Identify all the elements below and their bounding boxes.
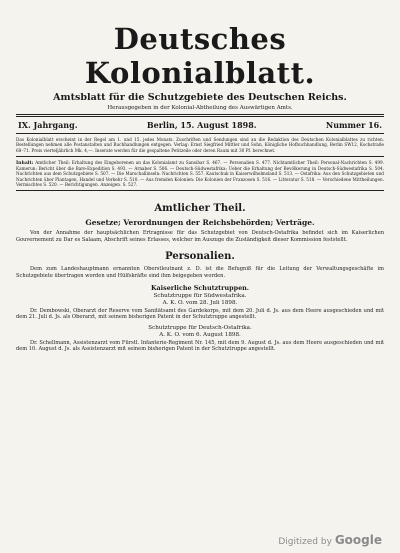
issue-line [18, 120, 382, 130]
personnel-intro: Dem zum Landeshauptmann ernannten Oberstleutnant z. D. ist die Befugniß für die Leitung der Verwaltungsgeschäfte im Schutzgebiete übertragen worden und Hülfskräfte sind ihm beigegeben worden. [16, 266, 384, 279]
publication-notice: Das Kolonialblatt erscheint in der Regel am 1. und 15. jedes Monats. Zuschriften und Sendungen sind an die Redaktion des Deutschen Kolonialblattes zu richten. Bestellungen nehmen alle Postanstalten und Buchhandlungen entgegen. Verlag: Ernst Siegfried Mittler und Sohn, Königliche Hofbuchhandlung, Berlin SW12, Kochstraße 68–71. Preis vierteljährlich Mk. 4,—. Inserate werden für die gespaltene Petitzeile oder deren Raum mit 30 Pf. berechnet. [16, 137, 384, 153]
issue-place-date: Berlin, 15. August 1898. [146, 120, 257, 130]
divider [16, 133, 384, 134]
toc-label: Inhalt: [16, 160, 34, 166]
divider [16, 190, 384, 191]
personnel-block2-text: Dr. Schellmann, Assistenzarzt vom Fürstl. Infanterie-Regiment Nr. 145, mit dem 9. August d. Js. aus dem Heere ausgeschieden und mit dem 10. August d. Js. als Assistenzarzt mit seinem bisherigen Patent in der Schutztruppe angestellt. [16, 339, 384, 353]
masthead-publisher: Herausgegeben in der Kolonial-Abtheilung des Auswärtigen Amts. [107, 105, 293, 111]
official-paragraph: Von der Annahme der hauptsächlichen Ertragnisse für das Schutzgebiet von Deutsch-Ostafrika befindet sich im Kaiserlichen Gouvernement zu Dar es Salaam, Abschrift seines Erlasses, welcher im Auszuge die Zuständigkeit dieser Kommission feststellt. [16, 230, 384, 243]
personnel-heading: Personalien. [165, 251, 235, 263]
personnel-block1-order: A. K. O. vom 28. Juli 1898. [162, 300, 238, 306]
personnel-block1-title: Kaiserliche Schutztruppen. [150, 284, 250, 292]
issue-number: Nummer 16. [325, 120, 382, 130]
personnel-block1-unit: Schutztruppe für Südwestafrika. [153, 293, 247, 299]
table-of-contents [16, 160, 384, 187]
masthead-subtitle: Amtsblatt für die Schutzgebiete des Deutschen Reichs. [53, 92, 347, 103]
personnel-block1-text: Dr. Dembowski, Oberarzt der Reserve vom Sanitätsamt des Gardekorps, mit dem 20. Juli d. Js. aus dem Heere ausgeschieden und mit dem 21. Juli d. Js. als Oberarzt, mit seinem bisherigen Patent in der Schutztruppe angestellt. [16, 308, 384, 321]
official-section-heading: Amtlicher Theil. [154, 203, 246, 215]
toc-text: Amtlicher Theil: Erhaltung des Eingeborenen an das Kolonialamt zu Sansibar S. 467. — Personalien S. 477. Nichtamtlicher Theil: Personal-Nachrichten S. 499. Kamerun: Bericht über die Bare-Expedition S. 493. — Arnaber S. 506. — Deutsch-Südwestafrika: Ueber die Erhaltung der Bevölkerung in Deutsch-Südwestafrika S. 504. Nachrichten aus dem Schutzgebiete S. 507. — Die Marschallinseln: Nachrichten S. 557. Kautschuk in Kaiserwilhelmsland S. 513. — Ostafrika: Aus den Schutzgebieten und Nachrichten über Plantagen, Handel und Verkehr S. 510. — Aus fremden Kolonien: Die Kolonien der Franzosen S. 516. — Litteratur S. 518. — Verschiedene Mittheilungen. Vermischtes S. 520. — Berichtigungen. Anzeigen. S. 527. [16, 159, 384, 188]
masthead-title: Deutsches Kolonialblatt. [84, 22, 316, 90]
official-subheading: Gesetze; Verordnungen der Reichsbehörden; Verträge. [85, 218, 315, 228]
issue-volume: IX. Jahrgang. [18, 120, 78, 130]
digitized-by-label: Digitized by [278, 537, 332, 547]
divider [16, 156, 384, 157]
digitized-by-watermark [278, 533, 382, 547]
personnel-block2-order: A. K. O. vom 6. August 1898. [159, 331, 241, 338]
divider [16, 114, 384, 117]
google-logo: Google [334, 533, 382, 547]
personnel-block2-unit: Schutztruppe für Deutsch-Ostafrika. [148, 324, 252, 331]
